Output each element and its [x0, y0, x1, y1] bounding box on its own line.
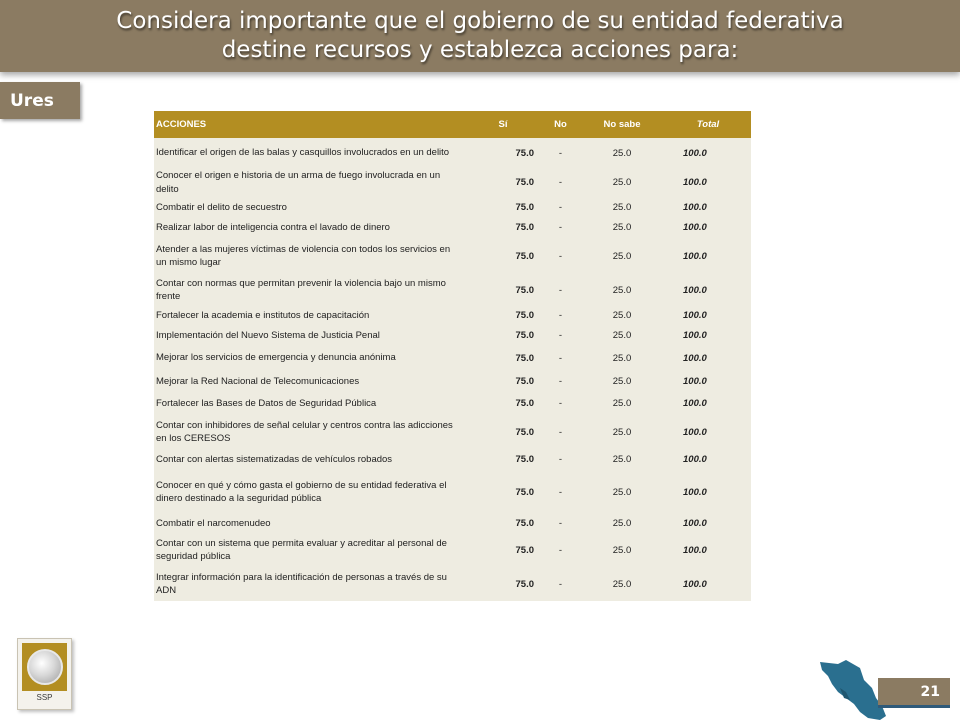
total-cell: 100.0 [683, 518, 707, 529]
table-row [154, 392, 751, 415]
table-row [154, 415, 751, 449]
si-cell: 75.0 [515, 578, 534, 590]
header-no-sabe: No sabe [603, 119, 641, 130]
si-cell: 75.0 [515, 454, 534, 465]
si-cell: 75.0 [515, 202, 534, 213]
no-cell: - [558, 330, 563, 341]
no-cell: - [558, 486, 563, 498]
no-cell: - [558, 147, 563, 159]
accion-cell: Mejorar los servicios de emergencia y denuncia anónima [156, 352, 396, 364]
total-cell: 100.0 [683, 284, 707, 296]
no-cell: - [558, 202, 563, 213]
no-sabe-cell: 25.0 [612, 352, 632, 364]
total-cell: 100.0 [683, 330, 707, 341]
accion-cell: Contar con alertas sistematizadas de vehículos robados [156, 453, 393, 465]
si-cell: 75.0 [515, 177, 534, 188]
table-row [154, 218, 751, 237]
no-cell: - [558, 426, 563, 438]
no-cell: - [558, 222, 563, 233]
no-cell: - [558, 284, 563, 296]
si-cell: 75.0 [515, 352, 534, 364]
total-cell: 100.0 [683, 578, 707, 590]
no-sabe-cell: 25.0 [612, 398, 632, 409]
total-cell: 100.0 [683, 486, 707, 498]
si-cell: 75.0 [515, 398, 534, 409]
table-row [154, 470, 751, 514]
table-row [154, 275, 751, 305]
title-bar [0, 0, 960, 72]
table-row [154, 305, 751, 326]
total-cell: 100.0 [683, 376, 707, 387]
no-cell: - [558, 177, 563, 188]
accion-cell: Identificar el origen de las balas y casquillos involucrados en un delito [156, 147, 450, 159]
si-cell: 75.0 [515, 222, 534, 233]
accion-cell: Atender a las mujeres víctimas de violencia con todos los servicios en un mismo lugar [156, 243, 451, 268]
logo-text: SSP [36, 693, 53, 702]
accion-cell: Combatir el narcomenudeo [156, 517, 271, 529]
accion-cell: Conocer el origen e historia de un arma de fuego involucrada en un delito [156, 170, 441, 195]
accion-cell: Contar con normas que permitan prevenir la violencia bajo un mismo frente [156, 277, 446, 302]
no-sabe-cell: 25.0 [612, 250, 632, 262]
header-total: Total [696, 119, 720, 130]
table-row [154, 533, 751, 567]
no-sabe-cell: 25.0 [612, 486, 632, 498]
page-number: 21 [878, 678, 950, 708]
table-row [154, 168, 751, 197]
title-line-1: Considera importante que el gobierno de su entidad federativa [116, 8, 844, 34]
no-sabe-cell: 25.0 [612, 518, 632, 529]
accion-cell: Implementación del Nuevo Sistema de Justicia Penal [156, 329, 380, 341]
total-cell: 100.0 [683, 202, 707, 213]
no-sabe-cell: 25.0 [612, 284, 632, 296]
si-cell: 75.0 [515, 426, 534, 438]
no-sabe-cell: 25.0 [612, 454, 632, 465]
total-cell: 100.0 [683, 544, 707, 556]
no-sabe-cell: 25.0 [612, 222, 632, 233]
no-cell: - [558, 398, 563, 409]
state-tab: Ures [0, 82, 80, 119]
table-row [154, 326, 751, 345]
no-sabe-cell: 25.0 [612, 544, 632, 556]
title-line-2: destine recursos y establezca acciones para: [221, 37, 739, 63]
ssp-seal-icon [27, 649, 63, 685]
table-row [154, 514, 751, 533]
total-cell: 100.0 [683, 222, 707, 233]
header-acciones: ACCIONES [156, 119, 207, 130]
no-cell: - [558, 544, 563, 556]
total-cell: 100.0 [683, 454, 707, 465]
no-cell: - [558, 310, 563, 321]
no-sabe-cell: 25.0 [612, 310, 632, 321]
actions-table-container [154, 111, 751, 608]
header-no: No [554, 119, 567, 130]
si-cell: 75.0 [515, 250, 534, 262]
no-sabe-cell: 25.0 [612, 177, 632, 188]
table-row [154, 567, 751, 601]
total-cell: 100.0 [683, 250, 707, 262]
accion-cell: Fortalecer las Bases de Datos de Seguridad Pública [156, 397, 377, 409]
si-cell: 75.0 [515, 518, 534, 529]
total-cell: 100.0 [683, 426, 707, 438]
accion-cell: Conocer en qué y cómo gasta el gobierno de su entidad federativa el dinero destinado a la seguridad pública [156, 479, 447, 504]
si-cell: 75.0 [515, 310, 534, 321]
no-sabe-cell: 25.0 [612, 426, 632, 438]
accion-cell: Contar con un sistema que permita evaluar y acreditar al personal de seguridad pública [156, 537, 447, 562]
no-cell: - [558, 376, 563, 387]
accion-cell: Mejorar la Red Nacional de Telecomunicaciones [156, 375, 360, 387]
si-cell: 75.0 [515, 376, 534, 387]
table-body [154, 138, 751, 601]
table-row [154, 345, 751, 371]
accion-cell: Fortalecer la academia e institutos de capacitación [156, 309, 370, 321]
si-cell: 75.0 [515, 486, 534, 498]
no-sabe-cell: 25.0 [612, 376, 632, 387]
no-sabe-cell: 25.0 [612, 330, 632, 341]
actions-table [154, 111, 751, 601]
table-header-row [154, 111, 751, 138]
si-cell: 75.0 [515, 147, 534, 159]
no-cell: - [558, 454, 563, 465]
header-si: Sí [498, 119, 508, 130]
no-sabe-cell: 25.0 [612, 202, 632, 213]
total-cell: 100.0 [683, 352, 707, 364]
total-cell: 100.0 [683, 310, 707, 321]
si-cell: 75.0 [515, 330, 534, 341]
accion-cell: Realizar labor de inteligencia contra el lavado de dinero [156, 221, 390, 233]
no-cell: - [558, 578, 563, 590]
si-cell: 75.0 [515, 284, 534, 296]
accion-cell: Integrar información para la identificación de personas a través de su ADN [156, 571, 447, 596]
no-sabe-cell: 25.0 [612, 578, 632, 590]
ssp-logo [17, 638, 72, 710]
total-cell: 100.0 [683, 177, 707, 188]
total-cell: 100.0 [683, 398, 707, 409]
no-sabe-cell: 25.0 [612, 147, 632, 159]
table-row [154, 197, 751, 218]
no-cell: - [558, 518, 563, 529]
table-row [154, 449, 751, 470]
total-cell: 100.0 [683, 147, 707, 159]
no-cell: - [558, 352, 563, 364]
table-row [154, 371, 751, 392]
no-cell: - [558, 250, 563, 262]
accion-cell: Combatir el delito de secuestro [156, 201, 287, 213]
table-row [154, 138, 751, 168]
table-row [154, 237, 751, 275]
si-cell: 75.0 [515, 544, 534, 556]
accion-cell: Contar con inhibidores de señal celular y centros contra las adicciones en los CERESOS [156, 419, 453, 444]
